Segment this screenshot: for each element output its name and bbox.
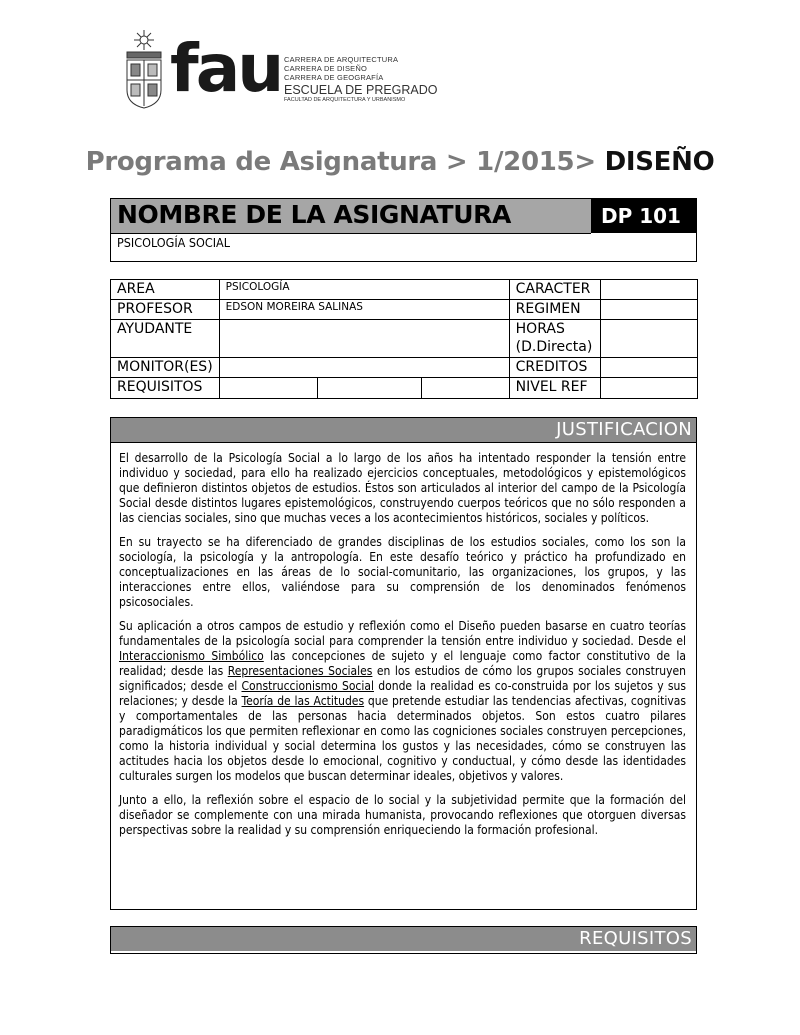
requisitos-value-1 bbox=[219, 378, 317, 399]
creditos-value bbox=[600, 358, 697, 378]
theory-actitudes: Teoría de las Actitudes bbox=[241, 694, 365, 708]
logo-line: CARRERA DE GEOGRAFÍA bbox=[284, 73, 384, 82]
profesor-label: PROFESOR bbox=[111, 300, 220, 320]
course-code-badge bbox=[591, 199, 696, 233]
paragraph: El desarrollo de la Psicología Social a lo largo de los años ha intentado responder la tensión entre individuo y sociedad, para ello ha realizado ejercicios conceptuales, metodológicos y epistemológicos que definieron distintos objetos de estudios. Éstos son articulados al interior del campo de la Psicología Social desde distintos lugares epistemológicos, construyendo cuerpos teóricos que no sólo responden a las ciencias sociales, sino que muchas veces a los acontecimientos históricos, sociales y políticos. bbox=[119, 451, 686, 525]
paragraph bbox=[119, 619, 686, 784]
requisitos-value-3 bbox=[421, 378, 509, 399]
requisitos-header bbox=[111, 927, 696, 951]
requisitos-section bbox=[110, 926, 697, 954]
title-prefix: Programa de Asignatura > 1/2015> bbox=[85, 147, 596, 177]
course-header bbox=[111, 199, 591, 234]
area-value: PSICOLOGÍA bbox=[219, 280, 509, 300]
page-title bbox=[0, 147, 800, 177]
logo-text-block bbox=[284, 55, 438, 104]
profesor-value: EDSON MOREIRA SALINAS bbox=[219, 300, 509, 320]
monitor-label: MONITOR(ES) bbox=[111, 358, 220, 378]
monitor-value bbox=[219, 358, 509, 378]
text-run: que pretende estudiar las tendencias afectivas, cognitivas y comportamentales de las personas hacia determinados objetos. Son estos cuatro pilares paradigmáticos los que permiten reflexionar en como las cogniciones sociales construyen percepciones, como la historia individual y social determina los gustos y las necesidades, cómo se construyen las actitudes hacia los objetos desde lo emocional, cognitivo y conductual, y cómo desde las identidades culturales surgen los modelos que buscan determinar ideales, objetivos y valores. bbox=[119, 694, 686, 783]
ayudante-label: AYUDANTE bbox=[111, 320, 220, 358]
creditos-label: CREDITOS bbox=[509, 358, 600, 378]
course-label: NOMBRE DE LA ASIGNATURA bbox=[117, 200, 511, 229]
course-name: PSICOLOGÍA SOCIAL bbox=[117, 235, 231, 250]
nivel-label: NIVEL REF bbox=[509, 378, 600, 399]
theory-representaciones: Representaciones Sociales bbox=[227, 664, 373, 678]
horas-label bbox=[509, 320, 600, 358]
faculty-name: FACULTAD DE ARQUITECTURA Y URBANISMO bbox=[284, 97, 406, 103]
text-run: donde la realidad es co-construida por los sujetos y sus relaciones; y desde la bbox=[119, 679, 687, 708]
horas-value bbox=[600, 320, 697, 358]
paragraph: Junto a ello, la reflexión sobre el espacio de lo social y la subjetividad permite que la formación del diseñador se complemente con una mirada humanista, provocando reflexiones que otorguen diversas perspectivas sobre la realidad y su comprensión enriqueciendo la formación profesional. bbox=[119, 793, 686, 837]
caracter-value bbox=[600, 280, 697, 300]
justificacion-header bbox=[111, 418, 696, 443]
justificacion-section bbox=[110, 417, 697, 910]
course-box bbox=[110, 198, 697, 262]
regimen-value bbox=[600, 300, 697, 320]
requisitos-heading: REQUISITOS bbox=[579, 928, 692, 949]
ayudante-value bbox=[219, 320, 509, 358]
requisitos-value-2 bbox=[317, 378, 421, 399]
area-label: AREA bbox=[111, 280, 220, 300]
course-code: DP 101 bbox=[601, 204, 681, 228]
logo-line: CARRERA DE ARQUITECTURA bbox=[284, 55, 399, 64]
fau-logo: fau bbox=[170, 30, 282, 107]
school-name: ESCUELA DE PREGRADO bbox=[284, 83, 438, 97]
justificacion-heading: JUSTIFICACION bbox=[556, 419, 692, 440]
caracter-label: CARACTER bbox=[509, 280, 600, 300]
paragraph: En su trayecto se ha diferenciado de grandes disciplinas de los estudios sociales, como los son la sociología, la psicología y la antropología. En este desafío teórico y práctico ha profundizado en conceptualizaciones en las áreas de lo social-comunitario, las organizaciones, los grupos, y las interacciones entre ellos, valiéndose para su comprensión de los denominados fenómenos psicosociales. bbox=[119, 535, 686, 609]
logo-line: CARRERA DE DISEÑO bbox=[284, 64, 367, 73]
justificacion-body bbox=[111, 443, 696, 838]
text-run: Su aplicación a otros campos de estudio y reflexión como el Diseño pueden basarse en cuatro teorías fundamentales de la psicología social para comprender la tensión entre individuo y sociedad. Desde el bbox=[119, 619, 686, 648]
text-run: las concepciones de sujeto y el lenguaje como factor constitutivo de la realidad; desde las bbox=[119, 649, 686, 678]
horas-label-text: HORAS bbox=[515, 321, 565, 337]
text-run: en los estudios de cómo los grupos sociales construyen significados; desde el bbox=[119, 664, 687, 693]
requisitos-label: REQUISITOS bbox=[111, 378, 220, 399]
nivel-value bbox=[600, 378, 697, 399]
title-area: DISEÑO bbox=[604, 147, 715, 177]
university-seal-icon bbox=[123, 28, 165, 110]
theory-construccionismo: Construccionismo Social bbox=[241, 679, 374, 693]
theory-interaccionismo: Interaccionismo Simbólico bbox=[119, 649, 264, 663]
info-table bbox=[110, 279, 698, 399]
regimen-label: REGIMEN bbox=[509, 300, 600, 320]
horas-sub-text: (D.Directa) bbox=[515, 339, 593, 355]
